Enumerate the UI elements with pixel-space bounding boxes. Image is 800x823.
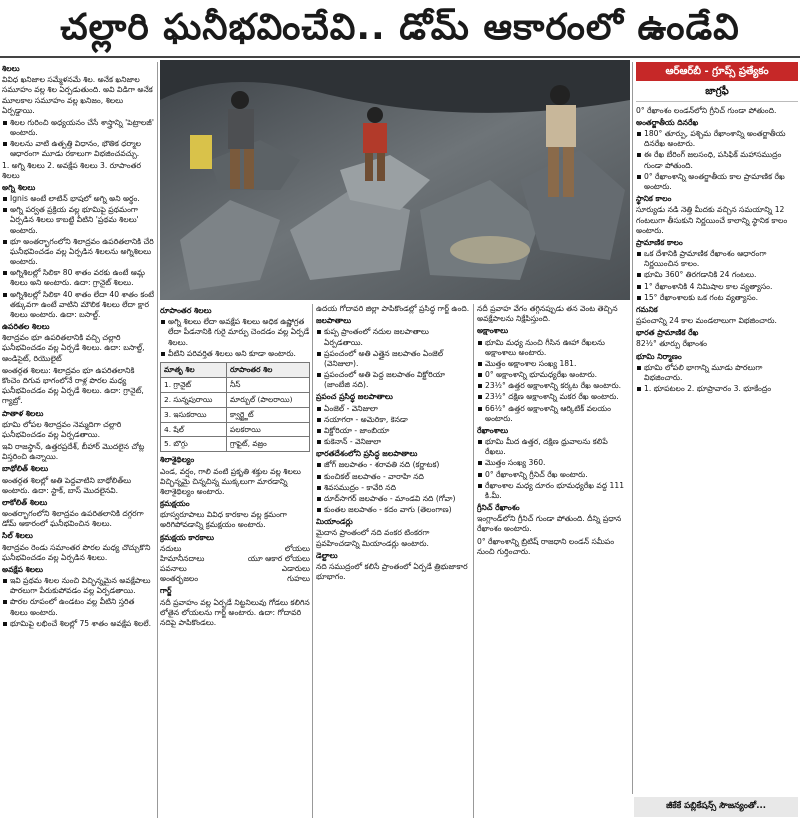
agent-landform: ఎడారులు	[281, 564, 310, 574]
local-time-heading: స్థానిక కాలం	[636, 194, 672, 204]
extrusive-text: శిలాద్రవం భూ ఉపరితలానికి వచ్చి చల్లారి ఘనీభవించడం వల్ల ఏర్పడే శిలలు. ఉదా: బసాల్ట్, ఆండిసైట్, రియొలైట్	[2, 333, 145, 363]
list-item: జోగ్ జలపాతం - శరావతి నది (కర్ణాటక)	[316, 460, 470, 470]
laccolith-text: అంతర్భాగంలోని శిలాద్రవం ఉపరితలానికి దగ్గరగా డోమ్ ఆకారంలో ఘనీభవించిన శిలలు.	[2, 509, 144, 529]
headline: చల్లారి ఘనీభవించేవి.. డోమ్ ఆకారంలో ఉండేవి	[0, 0, 800, 58]
list-item: కుకెనాన్ - వెనిజులా	[316, 437, 470, 447]
table-row	[161, 407, 310, 422]
list-item: 15° రేఖాంశాలకు ఒక గంట వ్యత్యాసం.	[636, 293, 798, 303]
weathering-heading: శిలాశైథిల్యం	[160, 455, 195, 465]
section-badge: ఆర్ఆర్‌బీ - గ్రూప్స్ ప్రత్యేకం	[636, 62, 798, 81]
agent-landform: లోయలు	[284, 543, 310, 553]
india-standard-text: 82½° తూర్పు రేఖాంశం	[636, 339, 707, 349]
sill-heading: సిల్ శిలలు	[2, 531, 33, 541]
plutonic-heading: పాతాళ శిలలు	[2, 408, 44, 418]
list-item: భూ అంతర్భాగంలోని శిలాద్రవం ఉపరితలానికి చేరి ఘనీభవించడం వల్ల ఏర్పడిన శిలలను అగ్నిశిలలు అంటారు.	[2, 237, 154, 268]
photo-illustration	[160, 60, 630, 300]
intro-text: వివిధ ఖనిజాల సమ్మేళనమే శిల. అనేక ఖనిజాల సమూహం వల్ల శిల ఏర్పడుతుంది. అవి విడిగా అనేక మూలకాల సమూహం వల్ల ఖనిజం, శిలలు ఏర్పడ్డాయి.	[2, 75, 153, 115]
greenwich-heading: గ్రీనిచ్ రేఖాంశం	[477, 503, 520, 513]
table-cell: 2. సున్నపురాయి	[161, 392, 227, 407]
column-divider	[312, 304, 313, 818]
list-item: Ignis అంటే లాటిన్ భాషలో అగ్ని అని అర్థం.	[2, 194, 154, 204]
list-item: 23½° దక్షిణ అక్షాంశాన్ని మకర రేఖ అంటారు.	[477, 392, 629, 402]
agent-landform: గుహలు	[287, 574, 310, 584]
greenwich-text: ఇంగ్లాండ్‌లోని గ్రీనిచ్ గుండా పోతుంది. దీన్ని ప్రధాన రేఖాంశం అంటారు.	[477, 514, 622, 534]
igneous-heading: అగ్ని శిలలు	[2, 182, 36, 192]
list-item: నయాగరా - అమెరికా, కెనడా	[316, 415, 470, 425]
dateline-list	[636, 129, 798, 192]
table-row	[161, 437, 310, 452]
list-item: ఒక దేశానికి ప్రామాణిక రేఖాంశం ఆధారంగా నిర్ణయించిన కాలం.	[636, 249, 798, 269]
delta-heading: డెల్టాలు	[316, 550, 338, 560]
list-item: 1° రేఖాంశానికి 4 నిమిషాల కాల వ్యత్యాసం.	[636, 282, 798, 292]
list-item: వీటిని పరివర్తిత శిలలు అని కూడా అంటారు.	[160, 349, 310, 359]
list-item: అగ్ని శిలలు లేదా అవక్షేప శిలలు అధిక ఉష్ణోగ్రత లేదా పీడనానికి గురై మార్పు చెందడం వల్ల ఏర్పడే శిలలు.	[160, 317, 310, 348]
laccolith-heading: లాకోలిత్ శిలలు	[2, 497, 48, 507]
table-cell: 3. ఇసుకరాయి	[161, 407, 227, 422]
col5-intro: 0° రేఖాంశం లండన్‌లోని గ్రీనిచ్ గుండా పోతుంది.	[636, 105, 777, 115]
list-item: అగ్నిశిలల్లో సిలికా 80 శాతం వరకు ఉంటే ఆమ్ల శిలలు అని అంటారు. ఉదా: గ్రానైట్ శిలలు.	[2, 268, 154, 288]
india-waterfalls-list	[316, 460, 470, 515]
standard-time-heading: ప్రామాణిక కాలం	[636, 237, 683, 247]
col4-intro: నదీ ప్రవాహ వేగం తగ్గినప్పుడు తన వెంట తెచ్చిన అవక్షేపాలను నిక్షేపిస్తుంది.	[477, 304, 618, 324]
list-item: 0° రేఖాంశాన్ని గ్రీనిచ్ రేఖ అంటారు.	[477, 470, 629, 480]
table-cell: నీస్	[227, 377, 310, 392]
metamorphic-heading: రూపాంతర శిలలు	[160, 306, 212, 315]
longitudes-list	[477, 437, 629, 501]
intro-list	[2, 118, 154, 160]
col3-intro: ఉదయ గోదావరి జిల్లా పాపికొండల్లో ప్రసిద్ధ గార్జ్ ఉంది.	[316, 304, 470, 313]
earth-structure-heading: భూమి నిర్మాణం	[636, 351, 682, 361]
table-cell: మార్బుల్ (పాలరాయి)	[227, 392, 310, 407]
mine-workers-photo	[160, 60, 630, 300]
table-header: రూపాంతర శిల	[227, 362, 310, 377]
meander-heading: మియాండర్లు	[316, 517, 353, 527]
waterfalls-heading: జలపాతాలు	[316, 316, 352, 326]
agent-row	[160, 574, 310, 584]
rock-table	[160, 362, 310, 453]
agent-name: పవనాలు	[160, 564, 187, 574]
list-item: అగ్నిశిలల్లో సిలికా 40 శాతం లేదా 40 శాతం కంటే తక్కువగా ఉంటే వాటిని మౌలిక శిలలు లేదా క్షార శిలలు అంటారు. ఉదా: బసాల్ట్.	[2, 290, 154, 321]
table-cell: 5. బొగ్గు	[161, 437, 227, 452]
list-item: భూమి 360° తిరగడానికి 24 గంటలు.	[636, 270, 798, 280]
india-standard-heading: భారత ప్రామాణిక రేఖ	[636, 328, 699, 338]
list-item: కుంచికల్ జలపాతం - వారాహి నది	[316, 472, 470, 482]
intro-heading: శిలలు	[2, 64, 20, 73]
longitudes-heading: రేఖాంశాలు	[477, 425, 509, 435]
table-header: మాతృ శిల	[161, 362, 227, 377]
agent-name: అంతర్భజలం	[160, 574, 199, 584]
delta-text: నది సముద్రంలో కలిసే ప్రాంతంలో ఏర్పడే త్రిభుజాకార భూభాగం.	[316, 561, 468, 582]
list-item: భూమి మీద ఉత్తర, దక్షిణ ధ్రువాలను కలిపే రేఖలు.	[477, 437, 629, 457]
india-waterfalls-heading: భారతదేశంలోని ప్రసిద్ధ జలపాతాలు	[316, 449, 418, 459]
list-item: దూద్‌సాగర్ జలపాతం - మాండవి నది (గోవా)	[316, 494, 470, 504]
list-item: విక్టోరియా - జాంబియా	[316, 426, 470, 436]
list-item: పొరల రూపంలో ఉండటం వల్ల వీటిని స్తరిత శిలలు అంటారు.	[2, 597, 154, 617]
column-divider	[632, 62, 633, 794]
batholith-text: అంతర్గత శిలల్లో అతి పెద్దవాటిని బాథోలిత్‌లు అంటారు. ఉదా: స్టాక్, బాస్ మొదలైనవి.	[2, 475, 132, 495]
plutonic-text: భూమి లోపల శిలాద్రవం నెమ్మదిగా చల్లారి ఘనీభవించడం వల్ల ఏర్పడతాయి.	[2, 419, 122, 439]
column-divider	[157, 62, 158, 818]
table-row	[161, 392, 310, 407]
list-item: భూమిపై లభించే శిలల్లో 75 శాతం అవక్షేప శిలలే.	[2, 619, 154, 629]
intrusive-text: అంతర్గత శిలలు: శిలాద్రవం భూ ఉపరితలానికి కొంచెం దిగువ భాగంలోనే రాళ్ల పొరల మధ్య ఘనీభవించడం వల్ల ఏర్పడే శిలలు. ఉదా: గ్రానైట్, గ్యాబ్రో.	[2, 365, 144, 406]
table-cell: గ్రాఫైట్, వజ్రం	[227, 437, 310, 452]
sedimentary-heading: అవక్షేప శిలలు	[2, 564, 44, 574]
agent-row	[160, 554, 310, 564]
meander-text: మైదాన ప్రాంతంలో నది వంకర టింకరగా ప్రవహించడాన్ని మియాండర్లు అంటారు.	[316, 528, 430, 548]
erosion-text: భూస్వరూపాలు వివిధ కారకాల వల్ల క్రమంగా అరిగిపోవడాన్ని క్రమక్షయం అంటారు.	[160, 510, 287, 530]
list-item: 23½° ఉత్తర అక్షాంశాన్ని కర్కట రేఖ అంటారు.	[477, 381, 629, 391]
list-item: శిలల గురించి అధ్యయనం చేసే శాస్త్రాన్ని 'పెట్రాలజీ' అంటారు.	[2, 118, 154, 138]
col4-extra: 0° రేఖాంశాన్ని బ్రిటిష్ రాజధాని లండన్ సమీపం నుంచి గుర్తించారు.	[477, 536, 615, 556]
latitudes-heading: అక్షాంశాలు	[477, 326, 509, 336]
list-item: శివసముద్రం - కావేరి నది	[316, 483, 470, 493]
sedimentary-list	[2, 576, 154, 629]
world-waterfalls-list	[316, 404, 470, 448]
list-item: 0° అక్షాంశాన్ని భూమధ్యరేఖ అంటారు.	[477, 370, 629, 380]
agent-row	[160, 564, 310, 574]
agent-landform: యూ ఆకార లోయలు	[247, 553, 310, 563]
extrusive-heading: ఉపరితల శిలలు	[2, 322, 50, 332]
erosion-heading: క్రమక్షయం	[160, 499, 190, 509]
list-item: ఇవి ప్రథమ శిలల నుంచి విచ్ఛిన్నమైన అవక్షేపాలు పొరలుగా పేరుకుపోవడం వల్ల ఏర్పడతాయి.	[2, 576, 154, 596]
list-item: కుంతల జలపాతం - కదం వాగు (తెలంగాణ)	[316, 505, 470, 515]
table-cell: 1. గ్రానైట్	[161, 377, 227, 392]
list-item: ప్రపంచంలో అతి పెద్ద జలపాతం విక్టోరియా (జాంబేజి నది).	[316, 370, 470, 390]
rock-types: 1. అగ్ని శిలలు 2. అవక్షేప శిలలు 3. రూపాంతర శిలలు	[2, 160, 142, 180]
agents-heading: క్రమక్షయ కారకాలు	[160, 532, 215, 542]
zones-heading: గమనిక	[636, 304, 658, 314]
world-waterfalls-heading: ప్రపంచ ప్రసిద్ధ జలపాతాలు	[316, 392, 393, 402]
column-4	[477, 304, 629, 820]
agent-row	[160, 544, 310, 554]
list-item: ఈ రేఖ బేరింగ్ జలసంధి, పసిఫిక్ మహాసముద్రం గుండా పోతుంది.	[636, 150, 798, 170]
subject-title: జాగ్రఫీ	[636, 85, 798, 101]
list-item: ప్రపంచంలో అతి ఎత్తైన జలపాతం ఏంజెల్ (వెనిజులా).	[316, 349, 470, 369]
column-1	[2, 62, 154, 820]
igneous-list	[2, 194, 154, 320]
gorge-heading: గార్జ్	[160, 586, 172, 596]
list-item: కుప్ప ప్రాంతంలో నదుల జలపాతాలు ఏర్పడతాయి.	[316, 327, 470, 347]
list-item: అగ్ని పర్వత ప్రక్రియ వల్ల భూమిపై ప్రథమంగా ఏర్పడిన శిలలు కాబట్టి వీటిని 'ప్రథమ శిలలు' అంటారు.	[2, 205, 154, 236]
list-item: మొత్తం సంఖ్య 360.	[477, 458, 629, 468]
list-item: 66½° ఉత్తర అక్షాంశాన్ని ఆర్కిటిక్ వలయం అంటారు.	[477, 404, 629, 424]
table-cell: క్వార్ట్జైట్	[227, 407, 310, 422]
table-cell: పలకరాయి	[227, 422, 310, 437]
agent-name: నదులు	[160, 543, 182, 553]
waterfalls-list	[316, 327, 470, 390]
zones-text: ప్రపంచాన్ని 24 కాల మండలాలుగా విభజించారు.	[636, 316, 777, 326]
table-cell: 4. షేల్	[161, 422, 227, 437]
credit-footer: జీకేకే పబ్లికేషన్స్ సౌజన్యంతో...	[634, 797, 798, 817]
batholith-heading: బాథోలిత్ శిలలు	[2, 464, 49, 474]
dateline-heading: అంతర్జాతీయ దినరేఖ	[636, 117, 699, 127]
list-item: ఏంజెల్ - వెనిజులా	[316, 404, 470, 414]
plutonic-more: ఇవి రాజస్థాన్, ఉత్తరప్రదేశ్, బీహార్ మొదలైన చోట్ల విస్తరించి ఉన్నాయి.	[2, 442, 145, 462]
gorge-text: నదీ ప్రవాహం వల్ల ఏర్పడే నిట్టనిలువు గోడలు కలిగిన లోతైన లోయలను గార్జ్ అంటారు. ఉదా: గోదావరి నదిపై పాపికొండలు.	[160, 597, 310, 627]
weathering-text: ఎండ, వర్షం, గాలి వంటి ప్రకృతి శక్తుల వల్ల శిలలు విచ్ఛిన్నమై చిన్నచిన్న ముక్కలుగా మారడాన్ని శిలాశైథిల్యం అంటారు.	[160, 466, 301, 496]
column-3	[316, 304, 470, 820]
list-item: 1. భూపటలం 2. భూప్రావారం 3. భూకేంద్రం	[636, 384, 798, 394]
earth-structure-list	[636, 363, 798, 395]
list-item: మొత్తం అక్షాంశాల సంఖ్య 181.	[477, 359, 629, 369]
column-2	[160, 304, 310, 820]
list-item: 180° తూర్పు, పశ్చిమ రేఖాంశాన్ని అంతర్జాతీయ దినరేఖ అంటారు.	[636, 129, 798, 149]
standard-time-list	[636, 249, 798, 303]
agent-name: హిమానీనదాలు	[160, 553, 205, 563]
latitudes-list	[477, 338, 629, 424]
list-item: భూమి మధ్య నుంచి గీసిన ఊహా రేఖలను అక్షాంశాలు అంటారు.	[477, 338, 629, 358]
table-row	[161, 377, 310, 392]
list-item: రేఖాంశాల మధ్య దూరం భూమధ్యరేఖ వద్ద 111 కి.మీ.	[477, 481, 629, 501]
local-time-text: సూర్యుడు నడి నెత్తి మీదకు వచ్చిన సమయాన్ని 12 గంటలుగా తీసుకుని నిర్ణయించే కాలాన్ని స్థానిక కాలం అంటారు.	[636, 205, 788, 235]
column-5	[636, 62, 798, 794]
metamorphic-list	[160, 317, 310, 359]
column-divider	[473, 304, 474, 818]
table-row	[161, 422, 310, 437]
sill-text: శిలాద్రవం రెండు సమాంతర పొరల మధ్య చొచ్చుకొని ఘనీభవించడం వల్ల ఏర్పడిన శిలలు.	[2, 542, 151, 562]
list-item: శిలలను వాటి ఉత్పత్తి విధానం, భౌతిక ధర్మాల ఆధారంగా మూడు రకాలుగా విభజించవచ్చు.	[2, 139, 154, 159]
list-item: భూమి లోపలి భాగాన్ని మూడు పొరలుగా విభజించారు.	[636, 363, 798, 383]
list-item: 0° రేఖాంశాన్ని అంతర్జాతీయ కాల ప్రామాణిక రేఖ అంటారు.	[636, 172, 798, 192]
